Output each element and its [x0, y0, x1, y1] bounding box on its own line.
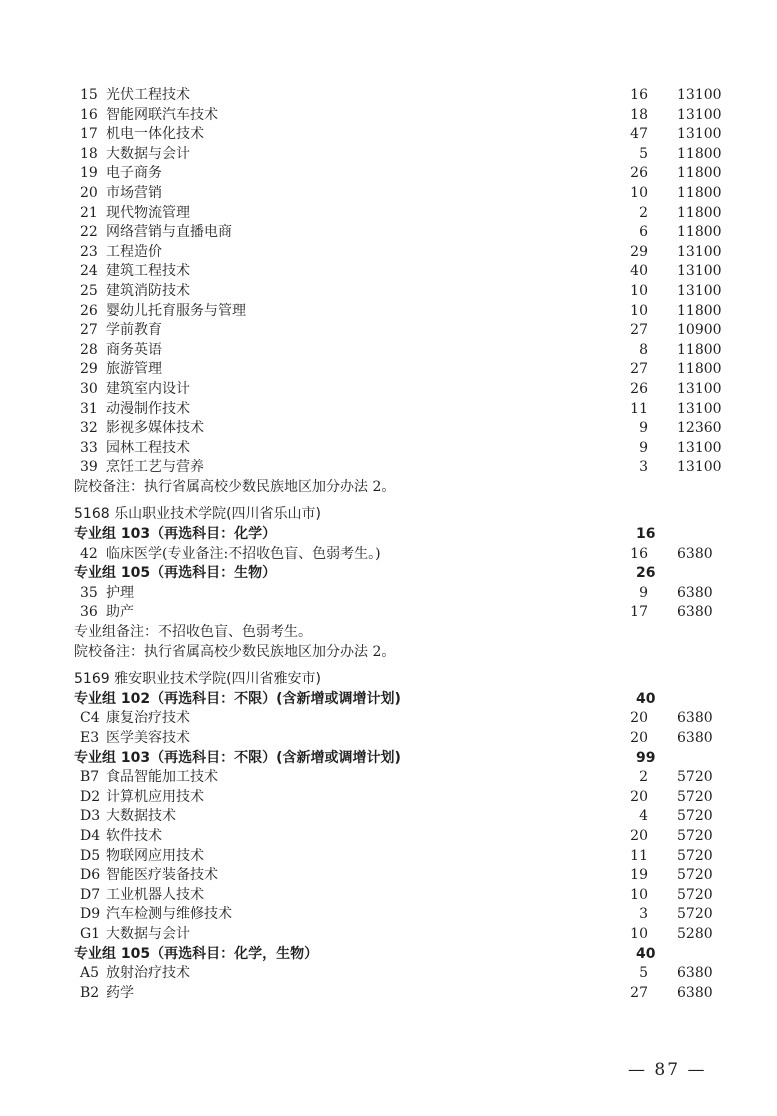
tuition-fee: 10900	[677, 322, 722, 339]
major-code: 29	[80, 361, 98, 378]
major-code: C4	[80, 710, 100, 727]
plan-count: 9	[639, 439, 648, 456]
plan-count: 10	[630, 282, 648, 299]
remark-note: 专业组备注：不招收色盲、色弱考生。	[74, 624, 312, 641]
plan-count: 11	[630, 400, 648, 417]
plan-count: 4	[639, 808, 648, 825]
remark-note: 院校备注：执行省属高校少数民族地区加分办法 2。	[74, 643, 396, 660]
major-name: 网络营销与直播电商	[106, 224, 232, 241]
plan-count: 10	[630, 184, 648, 201]
tuition-fee: 6380	[677, 730, 713, 746]
major-code: 17	[80, 126, 98, 143]
major-name: 医学美容技术	[106, 730, 190, 746]
major-group-label: 专业组 103（再选科目：化学）	[74, 526, 277, 543]
plan-count: 27	[630, 984, 648, 1001]
plan-count: 10	[630, 302, 648, 319]
major-row	[0, 184, 777, 204]
major-name: 电子商务	[106, 165, 162, 182]
major-name: 护理	[106, 584, 134, 601]
major-code: D4	[80, 827, 101, 844]
major-row	[0, 458, 777, 478]
major-code: A5	[80, 965, 100, 982]
major-name: 婴幼儿托育服务与管理	[106, 302, 246, 319]
document-body	[0, 86, 777, 1003]
major-row	[0, 788, 777, 808]
major-code: 18	[80, 145, 98, 162]
major-row	[0, 86, 777, 106]
tuition-fee: 13100	[677, 282, 722, 299]
tuition-fee: 13100	[677, 439, 722, 456]
tuition-fee: 13100	[677, 263, 722, 280]
plan-count: 27	[630, 361, 648, 378]
major-name: 园林工程技术	[106, 439, 190, 456]
major-name: 工业机器人技术	[106, 886, 204, 903]
major-group-count: 40	[636, 945, 656, 962]
tuition-fee: 6380	[677, 584, 713, 601]
major-code: 21	[80, 204, 98, 221]
plan-count: 3	[639, 459, 648, 476]
major-row	[0, 282, 777, 302]
major-name: 智能网联汽车技术	[106, 106, 218, 123]
tuition-fee: 11800	[677, 204, 722, 221]
major-row	[0, 866, 777, 886]
major-code: 30	[80, 380, 98, 397]
major-name: 食品智能加工技术	[106, 769, 218, 786]
major-code: G1	[80, 925, 101, 942]
major-row	[0, 341, 777, 361]
major-name: 大数据技术	[106, 808, 176, 825]
major-row	[0, 886, 777, 906]
major-name: 康复治疗技术	[106, 710, 190, 727]
major-name: 大数据与会计	[106, 145, 190, 162]
major-code: 19	[80, 165, 98, 182]
plan-count: 40	[630, 263, 648, 280]
major-code: E3	[80, 730, 100, 746]
major-name: 药学	[106, 984, 134, 1001]
major-group-count: 16	[636, 526, 656, 543]
tuition-fee: 13100	[677, 106, 722, 123]
major-code: 36	[80, 604, 98, 621]
major-group-header	[0, 690, 777, 710]
plan-count: 2	[639, 204, 648, 221]
major-group-header	[0, 945, 777, 965]
major-row	[0, 984, 777, 1004]
major-code: D6	[80, 867, 101, 884]
major-code: 35	[80, 584, 98, 601]
tuition-fee: 6380	[677, 710, 713, 727]
major-name: 工程造价	[106, 243, 162, 260]
major-row	[0, 584, 777, 604]
plan-count: 9	[639, 584, 648, 601]
major-name: 烹饪工艺与营养	[106, 459, 204, 476]
major-row	[0, 321, 777, 341]
major-code: 27	[80, 322, 98, 339]
major-name: 计算机应用技术	[106, 788, 204, 805]
college-header: 5169 雅安职业技术学院(四川省雅安市)	[74, 671, 322, 688]
major-row	[0, 419, 777, 439]
tuition-fee: 11800	[677, 145, 722, 162]
major-name: 旅游管理	[106, 361, 162, 378]
major-group-label: 专业组 105（再选科目：生物）	[74, 565, 277, 582]
major-row	[0, 439, 777, 459]
major-name: 临床医学(专业备注:不招收色盲、色弱考生。)	[106, 545, 381, 562]
major-row	[0, 360, 777, 380]
major-name: 光伏工程技术	[106, 87, 190, 103]
major-name: 建筑消防技术	[106, 282, 190, 299]
major-name: 学前教育	[106, 322, 162, 339]
plan-count: 5	[639, 145, 648, 162]
tuition-fee: 11800	[677, 361, 722, 378]
major-group-label: 专业组 103（再选科目：不限）(含新增或调增计划)	[74, 749, 401, 766]
plan-count: 20	[630, 788, 648, 805]
major-code: 28	[80, 341, 98, 358]
plan-count: 29	[630, 243, 648, 260]
major-row	[0, 302, 777, 322]
major-code: 22	[80, 224, 98, 241]
major-code: D9	[80, 906, 101, 923]
major-row	[0, 223, 777, 243]
major-name: 智能医疗装备技术	[106, 867, 218, 884]
major-code: 15	[80, 87, 98, 103]
major-code: 26	[80, 302, 98, 319]
major-name: 影视多媒体技术	[106, 420, 204, 437]
tuition-fee: 13100	[677, 400, 722, 417]
tuition-fee: 5720	[677, 886, 713, 903]
tuition-fee: 5720	[677, 847, 713, 864]
major-group-count: 40	[636, 690, 656, 707]
major-group-header	[0, 564, 777, 584]
tuition-fee: 11800	[677, 341, 722, 358]
tuition-fee: 5720	[677, 769, 713, 786]
major-row	[0, 964, 777, 984]
plan-count: 20	[630, 710, 648, 727]
major-code: 16	[80, 106, 98, 123]
major-name: 软件技术	[106, 827, 162, 844]
major-code: B7	[80, 769, 100, 786]
major-code: 23	[80, 243, 98, 260]
major-name: 建筑室内设计	[106, 380, 190, 397]
tuition-fee: 11800	[677, 302, 722, 319]
major-row	[0, 400, 777, 420]
major-name: 物联网应用技术	[106, 847, 204, 864]
major-name: 动漫制作技术	[106, 400, 190, 417]
tuition-fee: 5720	[677, 788, 713, 805]
major-code: D3	[80, 808, 101, 825]
plan-count: 17	[630, 604, 648, 621]
plan-count: 16	[630, 87, 648, 103]
plan-count: 20	[630, 827, 648, 844]
major-row	[0, 729, 777, 749]
plan-count: 2	[639, 769, 648, 786]
plan-count: 19	[630, 867, 648, 884]
major-name: 现代物流管理	[106, 204, 190, 221]
major-row	[0, 164, 777, 184]
tuition-fee: 5720	[677, 867, 713, 884]
major-row	[0, 145, 777, 165]
major-name: 放射治疗技术	[106, 965, 190, 982]
tuition-fee: 6380	[677, 545, 713, 562]
major-code: D5	[80, 847, 101, 864]
plan-count: 9	[639, 420, 648, 437]
tuition-fee: 11800	[677, 165, 722, 182]
major-row	[0, 125, 777, 145]
major-code: D2	[80, 788, 101, 805]
tuition-fee: 13100	[677, 126, 722, 143]
major-row	[0, 204, 777, 224]
tuition-fee: 11800	[677, 224, 722, 241]
major-row	[0, 243, 777, 263]
major-name: 建筑工程技术	[106, 263, 190, 280]
plan-count: 10	[630, 925, 648, 942]
major-name: 市场营销	[106, 184, 162, 201]
remark-note: 院校备注：执行省属高校少数民族地区加分办法 2。	[74, 478, 396, 495]
major-row	[0, 847, 777, 867]
tuition-fee: 5720	[677, 827, 713, 844]
major-row	[0, 380, 777, 400]
tuition-fee: 13100	[677, 243, 722, 260]
plan-count: 26	[630, 380, 648, 397]
tuition-fee: 5280	[677, 925, 713, 942]
tuition-fee: 13100	[677, 380, 722, 397]
major-name: 机电一体化技术	[106, 126, 204, 143]
plan-count: 6	[639, 224, 648, 241]
major-row	[0, 925, 777, 945]
major-name: 汽车检测与维修技术	[106, 906, 232, 923]
plan-count: 10	[630, 886, 648, 903]
plan-count: 47	[630, 126, 648, 143]
tuition-fee: 6380	[677, 984, 713, 1001]
major-code: 31	[80, 400, 98, 417]
plan-count: 20	[630, 730, 648, 746]
major-row	[0, 807, 777, 827]
tuition-fee: 5720	[677, 906, 713, 923]
major-row	[0, 905, 777, 925]
tuition-fee: 13100	[677, 87, 722, 103]
major-row	[0, 709, 777, 729]
tuition-fee: 11800	[677, 184, 722, 201]
major-name: 大数据与会计	[106, 925, 190, 942]
plan-count: 18	[630, 106, 648, 123]
plan-count: 16	[630, 545, 648, 562]
page-number: — 87 —	[628, 1060, 707, 1080]
major-row	[0, 768, 777, 788]
major-group-label: 专业组 102（再选科目：不限）(含新增或调增计划)	[74, 690, 401, 707]
major-code: B2	[80, 984, 100, 1001]
major-row	[0, 603, 777, 623]
major-row	[0, 106, 777, 126]
tuition-fee: 6380	[677, 604, 713, 621]
major-group-label: 专业组 105（再选科目：化学，生物）	[74, 945, 319, 962]
major-row	[0, 545, 777, 565]
major-code: D7	[80, 886, 101, 903]
plan-count: 3	[639, 906, 648, 923]
plan-count: 11	[630, 847, 648, 864]
major-group-count: 99	[636, 749, 656, 766]
major-row	[0, 827, 777, 847]
major-code: 20	[80, 184, 98, 201]
plan-count: 27	[630, 322, 648, 339]
tuition-fee: 12360	[677, 420, 722, 437]
major-group-count: 26	[636, 565, 656, 582]
major-code: 24	[80, 263, 98, 280]
tuition-fee: 5720	[677, 808, 713, 825]
college-header: 5168 乐山职业技术学院(四川省乐山市)	[74, 506, 322, 523]
major-name: 商务英语	[106, 341, 162, 358]
major-code: 39	[80, 459, 98, 476]
plan-count: 8	[639, 341, 648, 358]
major-code: 32	[80, 420, 98, 437]
major-group-header	[0, 749, 777, 769]
major-row	[0, 262, 777, 282]
major-name: 助产	[106, 604, 134, 621]
tuition-fee: 6380	[677, 965, 713, 982]
major-code: 33	[80, 439, 98, 456]
major-code: 25	[80, 282, 98, 299]
tuition-fee: 13100	[677, 459, 722, 476]
plan-count: 26	[630, 165, 648, 182]
plan-count: 5	[639, 965, 648, 982]
major-group-header	[0, 525, 777, 545]
major-code: 42	[80, 545, 98, 562]
